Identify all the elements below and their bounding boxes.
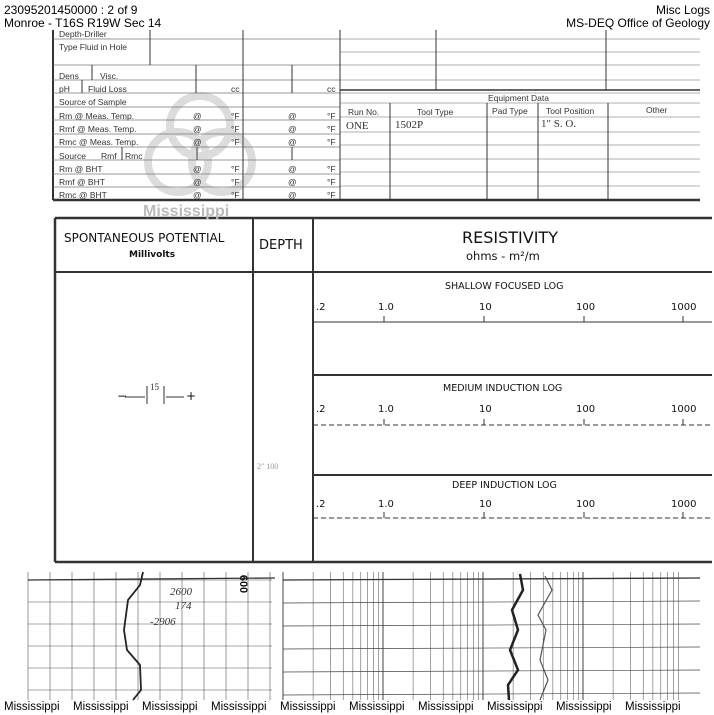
table-cell: °F bbox=[327, 124, 336, 134]
footer-watermark: Mississippi bbox=[349, 701, 405, 713]
table-cell: @ bbox=[288, 137, 297, 147]
row-label: pH bbox=[59, 84, 70, 94]
unit-cc: cc bbox=[231, 84, 240, 94]
row-label: Rmc @ BHT bbox=[59, 190, 107, 200]
note: 2600 bbox=[170, 586, 192, 598]
deep-log-title: DEEP INDUCTION LOG bbox=[452, 480, 557, 491]
depth-marker: 600 bbox=[237, 574, 250, 594]
tool-type: 1502P bbox=[395, 119, 424, 131]
sp-plus: + bbox=[186, 389, 197, 403]
table-cell: °F bbox=[231, 190, 240, 200]
log-curve bbox=[538, 576, 552, 700]
note: -2906 bbox=[150, 616, 176, 628]
well-location: Monroe - T16S R19W Sec 14 bbox=[4, 16, 162, 30]
scale-label: 1000 bbox=[671, 302, 697, 313]
shallow-log-title: SHALLOW FOCUSED LOG bbox=[445, 281, 564, 292]
table-cell: @ bbox=[193, 111, 202, 121]
sp-scale-value: 15 bbox=[150, 382, 159, 392]
table-cell: °F bbox=[231, 124, 240, 134]
sp-minus: − bbox=[117, 389, 128, 403]
col-header: Tool Position bbox=[546, 106, 595, 116]
sp-title: SPONTANEOUS POTENTIAL bbox=[64, 231, 225, 245]
footer-watermark: Mississippi bbox=[418, 701, 474, 713]
table-cell: @ bbox=[288, 164, 297, 174]
note: 174 bbox=[175, 600, 192, 612]
table-cell: °F bbox=[231, 164, 240, 174]
table-cell: @ bbox=[288, 190, 297, 200]
scale-label: .2 bbox=[316, 302, 326, 313]
table-cell: °F bbox=[327, 164, 336, 174]
scale-label: 10 bbox=[479, 404, 492, 415]
col-header: Tool Type bbox=[417, 107, 454, 117]
medium-log-title: MEDIUM INDUCTION LOG bbox=[443, 383, 563, 394]
col-header: Pad Type bbox=[492, 106, 528, 116]
well-id: 23095201450000 : 2 of 9 bbox=[4, 3, 138, 17]
sp-unit: Millivolts bbox=[129, 250, 176, 260]
footer-watermark: Mississippi bbox=[73, 701, 129, 713]
rule-line bbox=[283, 670, 700, 672]
row-label: Visc. bbox=[100, 71, 119, 81]
table-cell: @ bbox=[193, 164, 202, 174]
rule-line bbox=[283, 578, 700, 580]
table-cell: °F bbox=[327, 137, 336, 147]
table-cell: @ bbox=[288, 111, 297, 121]
footer-watermark: Mississippi bbox=[211, 701, 267, 713]
row-label: Source bbox=[59, 151, 86, 161]
tool-position: 1" S. O. bbox=[541, 118, 577, 130]
scale-label: 1.0 bbox=[378, 302, 394, 313]
rule-line bbox=[283, 624, 700, 626]
row-label: Rmc @ Meas. Temp. bbox=[59, 137, 139, 147]
footer-watermark: Mississippi bbox=[625, 701, 681, 713]
row-label: Rmf bbox=[101, 151, 117, 161]
scale-label: 100 bbox=[576, 499, 596, 510]
resistivity-title: RESISTIVITY bbox=[462, 228, 558, 247]
log-category: Misc Logs bbox=[655, 3, 710, 17]
table-cell: °F bbox=[231, 137, 240, 147]
row-label: Depth-Driller bbox=[59, 29, 107, 39]
row-label: Fluid Loss bbox=[88, 84, 127, 94]
unit-cc: cc bbox=[327, 84, 336, 94]
rule-line bbox=[283, 647, 700, 649]
scale-label: 1.0 bbox=[378, 404, 394, 415]
row-label: Rmf @ Meas. Temp. bbox=[59, 124, 137, 134]
resistivity-unit: ohms - m²/m bbox=[466, 249, 540, 263]
scale-label: .2 bbox=[316, 499, 326, 510]
scale-label: 1000 bbox=[671, 499, 697, 510]
log-curve bbox=[508, 574, 523, 700]
footer-watermark: Mississippi bbox=[280, 701, 336, 713]
footer-watermark: Mississippi bbox=[487, 701, 543, 713]
table-cell: °F bbox=[327, 177, 336, 187]
scale-label: 10 bbox=[479, 302, 492, 313]
scale-label: .2 bbox=[316, 404, 326, 415]
col-header: Other bbox=[646, 105, 668, 115]
row-label: Rm @ Meas. Temp. bbox=[59, 111, 135, 121]
depth-title: DEPTH bbox=[259, 238, 303, 253]
scale-label: 1.0 bbox=[378, 499, 394, 510]
watermark-text: Mississippi bbox=[143, 203, 230, 220]
equipment-title: Equipment Data bbox=[488, 93, 549, 103]
log-curve bbox=[124, 572, 143, 700]
col-header: Run No. bbox=[348, 107, 380, 117]
scale-label: 1000 bbox=[671, 404, 697, 415]
table-cell: @ bbox=[288, 177, 297, 187]
run-no: ONE bbox=[346, 120, 369, 132]
row-label: Rmf @ BHT bbox=[59, 177, 105, 187]
scale-label: 100 bbox=[576, 302, 596, 313]
row-label: Source of Sample bbox=[59, 97, 127, 107]
scale-label: 100 bbox=[576, 404, 596, 415]
table-cell: @ bbox=[193, 137, 202, 147]
scale-label: 10 bbox=[479, 499, 492, 510]
rule-line bbox=[283, 601, 700, 603]
table-cell: @ bbox=[288, 124, 297, 134]
footer-watermark: Mississippi bbox=[142, 701, 198, 713]
footer-watermark: Mississippi bbox=[4, 701, 60, 713]
row-label: Rmc bbox=[125, 151, 143, 161]
row-label: Type Fluid in Hole bbox=[59, 42, 128, 52]
rule-line bbox=[283, 693, 700, 695]
table-cell: @ bbox=[193, 190, 202, 200]
agency: MS-DEQ Office of Geology bbox=[566, 16, 710, 30]
table-cell: °F bbox=[327, 111, 336, 121]
table-cell: °F bbox=[231, 177, 240, 187]
table-cell: °F bbox=[327, 190, 336, 200]
row-label: Dens bbox=[59, 71, 79, 81]
table-cell: @ bbox=[193, 124, 202, 134]
depth-scale: 2" 100 bbox=[257, 462, 279, 471]
table-cell: °F bbox=[231, 111, 240, 121]
table-cell: @ bbox=[193, 177, 202, 187]
row-label: Rm @ BHT bbox=[59, 164, 103, 174]
footer-watermark: Mississippi bbox=[556, 701, 612, 713]
